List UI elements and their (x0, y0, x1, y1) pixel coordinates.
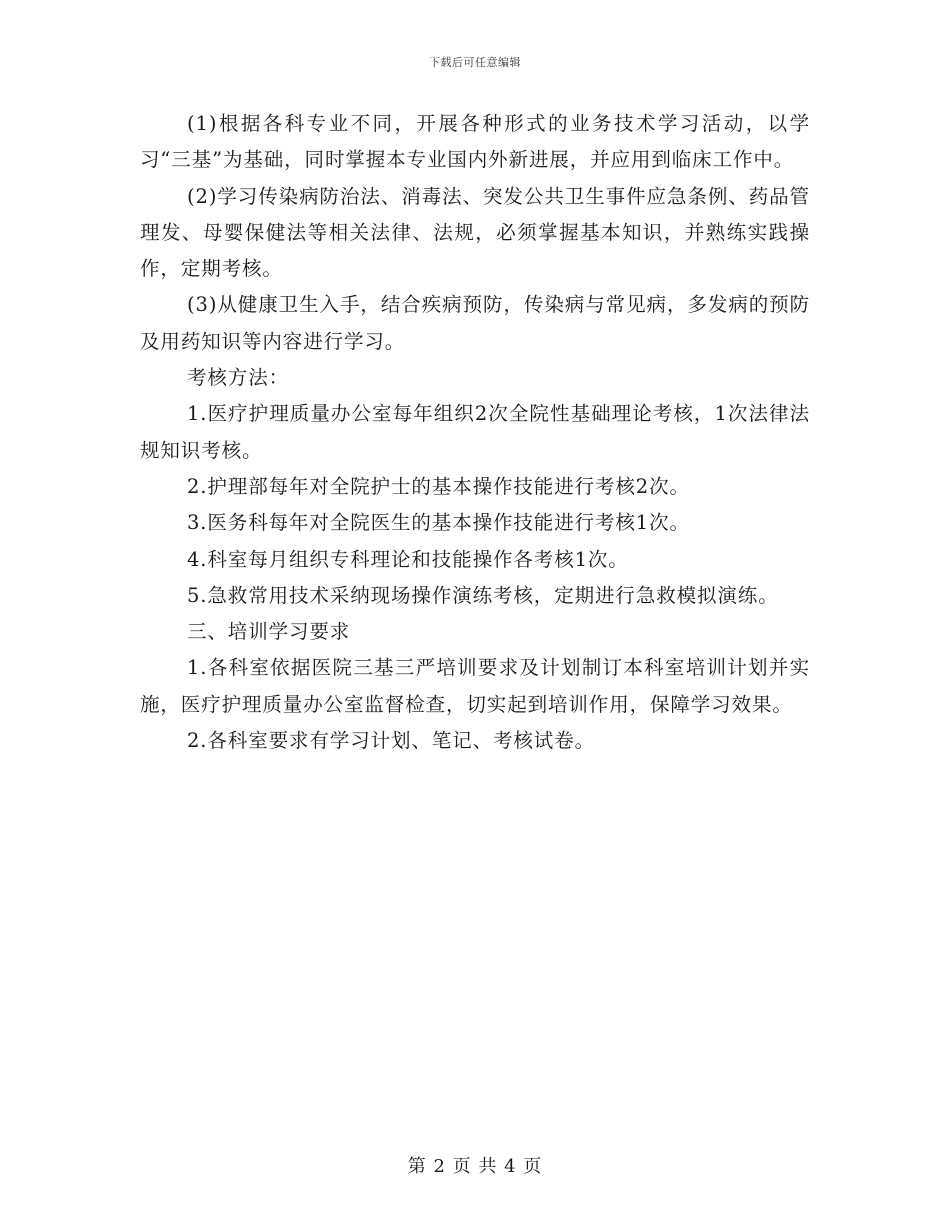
list-item-requirement-2: 2.各科室要求有学习计划、笔记、考核试卷。 (187, 729, 596, 753)
page-header: 下载后可任意编辑 (429, 56, 521, 69)
list-item-assessment-4: 4.科室每月组织专科理论和技能操作各考核1次。 (187, 547, 629, 571)
paragraph-study-activities: (1)根据各科专业不同，开展各种形式的业务技术学习活动，以学习“三基”为基础，同时掌握本专业国内外新进展，并应用到临床工作中。 (140, 112, 810, 172)
page-number-footer: 第 2 页 共 4 页 (407, 1156, 543, 1177)
list-item-requirement-1: 1.各科室依据医院三基三严培训要求及计划制订本科室培训计划并实施，医疗护理质量办公室监督检查，切实起到培训作用，保障学习效果。 (140, 656, 810, 716)
list-item-assessment-1: 1.医疗护理质量办公室每年组织2次全院性基础理论考核，1次法律法规知识考核。 (140, 402, 810, 462)
list-item-assessment-3: 3.医务科每年对全院医生的基本操作技能进行考核1次。 (187, 511, 690, 535)
list-item-assessment-2: 2.护理部每年对全院护士的基本操作技能进行考核2次。 (187, 474, 690, 498)
paragraph-study-laws: (2)学习传染病防治法、消毒法、突发公共卫生事件应急条例、药品管理发、母婴保健法等相关法律、法规，必须掌握基本知识，并熟练实践操作，定期考核。 (140, 184, 810, 281)
list-item-assessment-5: 5.急救常用技术采纳现场操作演练考核，定期进行急救模拟演练。 (187, 583, 779, 607)
paragraph-health-study: (3)从健康卫生入手，结合疾病预防，传染病与常见病，多发病的预防及用药知识等内容进行学习。 (140, 293, 810, 353)
section-heading-assessment: 考核方法： (187, 366, 290, 390)
section-heading-requirements: 三、培训学习要求 (187, 620, 351, 644)
document-body (140, 106, 810, 759)
